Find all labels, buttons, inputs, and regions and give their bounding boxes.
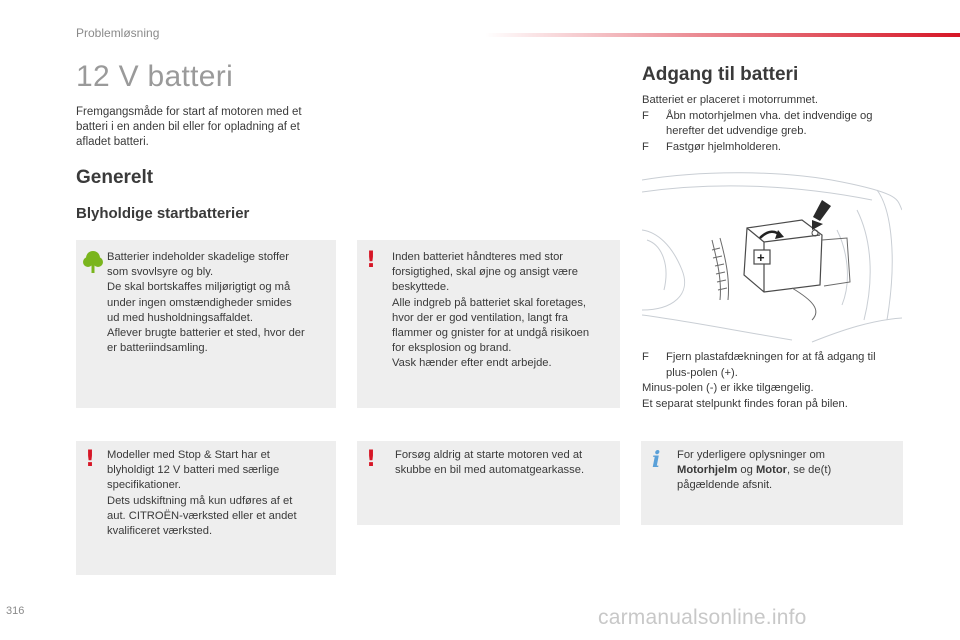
warning-box-stop-start [76, 441, 336, 575]
warning-icon: ! [366, 248, 377, 273]
warning-box-handling [357, 240, 620, 408]
warning-text-stop-start: Modeller med Stop & Start har et blyholdigt 12 V batteri med særlige specifikationer. Dets udskiftning må kun udføres af et aut. CITROËN-værksted eller et andet kvalificeret værksted. [107, 449, 297, 538]
plus-pole-text: F Fjern plastafdækningen for at få adgang til plus-polen (+). Minus-polen (-) er ikke tilgængelig. Et separat stelpunkt findes foran på bilen. [642, 351, 876, 410]
warning-icon: ! [366, 447, 377, 472]
info-box [641, 441, 903, 525]
watermark: carmanualsonline.info [598, 606, 807, 629]
warning-icon: ! [85, 447, 96, 472]
battery-access-text: Batteriet er placeret i motorrummet. F Åbn motorhjelmen vha. det indvendige og herefter det udvendige greb. F Fastgør hjelmholderen. [642, 93, 912, 155]
warning-box-push-start [357, 441, 620, 525]
eco-icon [82, 250, 104, 274]
info-icon: i [652, 447, 661, 473]
warning-text-handling: Inden batteriet håndteres med stor forsigtighed, skal øjne og ansigt være beskyttede. Alle indgreb på batteriet skal foretages, hvor der er god ventilation, langt fra flammer og gnister for at undgå risikoen for eksplosion og brand. Vask hænder efter endt arbejde. [392, 251, 590, 370]
plus-pole-label: + [757, 250, 765, 265]
eco-box [76, 240, 336, 408]
sub-heading: Blyholdige startbatterier [76, 205, 250, 222]
warning-text-push-start: Forsøg aldrig at starte motoren ved at skubbe en bil med automatgearkasse. [395, 449, 585, 477]
bullet-icon: F [642, 140, 649, 153]
bullet-icon: F [642, 109, 649, 122]
page-title: 12 V batteri [76, 60, 234, 93]
info-text: For yderligere oplysninger om Motorhjelm og Motor, se de(t) pågældende afsnit. [677, 449, 832, 492]
battery-access-heading: Adgang til batteri [642, 64, 799, 85]
engine-bay-illustration [642, 170, 902, 348]
bullet-icon: F [642, 351, 649, 363]
page-number: 316 [6, 605, 25, 617]
eco-text: Batterier indeholder skadelige stoffer som svovlsyre og bly. De skal bortskaffes miljørigtigt og må under ingen omstændigheder smides ud med husholdningsaffaldet. Aflever brugte batterier et sted, hvor der er batteriindsamling. [107, 251, 305, 355]
section-heading: Generelt [76, 167, 154, 188]
intro-text: Fremgangsmåde for start af motoren med et batteri i en anden bil eller for opladning af et afladet batteri. [76, 106, 302, 148]
section-header: Problemløsning [76, 26, 160, 40]
header-rule [485, 33, 960, 37]
